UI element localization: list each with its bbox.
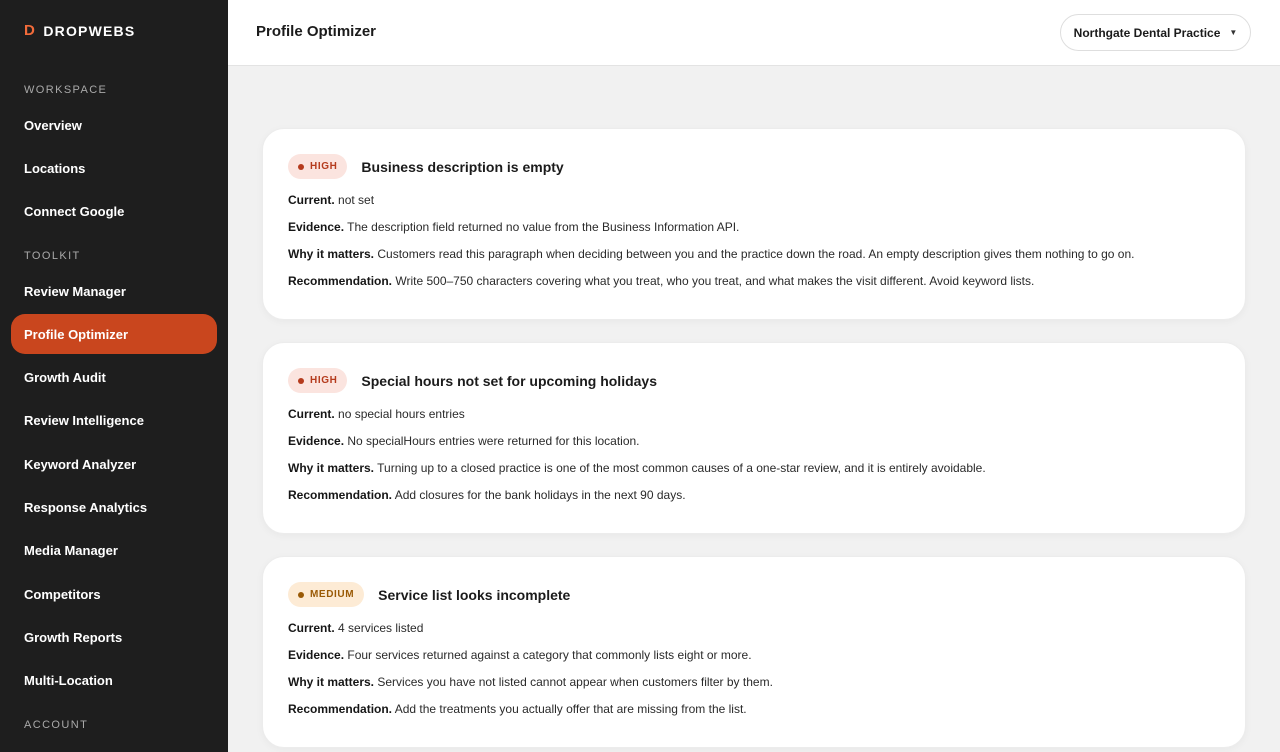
- evidence-label: Evidence.: [288, 434, 345, 448]
- recommendation-label: Recommendation.: [288, 702, 393, 716]
- severity-dot-icon: [298, 164, 304, 170]
- sidebar-item-review-intelligence[interactable]: Review Intelligence: [24, 412, 144, 428]
- evidence-value: Four services returned against a category that commonly lists eight or more.: [347, 648, 752, 662]
- sidebar-item-locations[interactable]: Locations: [24, 160, 86, 176]
- severity-label: HIGH: [310, 161, 338, 172]
- severity-label: HIGH: [310, 375, 338, 386]
- issue-title: Business description is empty: [361, 158, 564, 175]
- location-select[interactable]: [1060, 14, 1251, 51]
- issue-evidence: [288, 220, 1220, 235]
- why-label: Why it matters.: [288, 675, 375, 689]
- evidence-label: Evidence.: [288, 220, 345, 234]
- severity-badge: [288, 154, 347, 179]
- sidebar-item-overview[interactable]: Overview: [24, 117, 82, 133]
- issue-current: [288, 193, 1220, 208]
- issue-why: [288, 247, 1220, 262]
- brand-logo[interactable]: [24, 22, 135, 39]
- recommendation-value: Add the treatments you actually offer that are missing from the list.: [394, 702, 747, 716]
- caret-down-icon: ▼: [1229, 28, 1238, 37]
- recommendation-value: Write 500–750 characters covering what you treat, who you treat, and what makes the visit different. Avoid keyword lists.: [395, 274, 1035, 288]
- sidebar-item-growth-audit[interactable]: Growth Audit: [24, 369, 106, 385]
- current-label: Current.: [288, 407, 335, 421]
- section-label-account: ACCOUNT: [24, 719, 89, 731]
- why-label: Why it matters.: [288, 247, 375, 261]
- issue-recommendation: [288, 488, 1220, 503]
- location-select-value: Northgate Dental Practice: [1073, 25, 1221, 40]
- issue-recommendation: [288, 702, 1220, 717]
- recommendation-label: Recommendation.: [288, 488, 393, 502]
- sidebar-item-response-analytics[interactable]: Response Analytics: [24, 499, 148, 515]
- issue-current: [288, 407, 1220, 422]
- section-label-workspace: WORKSPACE: [24, 84, 108, 96]
- why-value: Services you have not listed cannot appear when customers filter by them.: [377, 675, 773, 689]
- brand-name: DROPWEBS: [43, 22, 136, 39]
- why-label: Why it matters.: [288, 461, 375, 475]
- issue-card: [262, 556, 1246, 748]
- severity-label: MEDIUM: [310, 589, 355, 600]
- why-value: Turning up to a closed practice is one of the most common causes of a one-star review, and it is entirely avoidable.: [377, 461, 986, 475]
- current-label: Current.: [288, 193, 335, 207]
- issue-card: [262, 342, 1246, 534]
- brand-mark-icon: D: [24, 22, 36, 39]
- sidebar-item-multi-location[interactable]: Multi-Location: [24, 672, 113, 688]
- sidebar-item-media-manager[interactable]: Media Manager: [24, 542, 118, 558]
- issue-evidence: [288, 434, 1220, 449]
- sidebar-item-connect-google[interactable]: Connect Google: [24, 203, 125, 219]
- severity-badge: [288, 582, 364, 607]
- sidebar-item-competitors[interactable]: Competitors: [24, 586, 101, 602]
- page-title: Profile Optimizer: [256, 23, 377, 40]
- issue-title: Service list looks incomplete: [378, 586, 571, 603]
- evidence-value: The description field returned no value from the Business Information API.: [347, 220, 740, 234]
- current-value: not set: [338, 193, 375, 207]
- issue-title: Special hours not set for upcoming holidays: [361, 372, 657, 389]
- evidence-value: No specialHours entries were returned for this location.: [347, 434, 640, 448]
- severity-dot-icon: [298, 378, 304, 384]
- current-value: no special hours entries: [338, 407, 465, 421]
- sidebar-item-review-manager[interactable]: Review Manager: [24, 283, 126, 299]
- top-bar: [228, 0, 1280, 66]
- issue-why: [288, 675, 1220, 690]
- why-value: Customers read this paragraph when deciding between you and the practice down the road. An empty description gives them nothing to go on.: [377, 247, 1135, 261]
- section-label-toolkit: TOOLKIT: [24, 250, 81, 262]
- sidebar-item-keyword-analyzer[interactable]: Keyword Analyzer: [24, 456, 137, 472]
- recommendation-value: Add closures for the bank holidays in the next 90 days.: [394, 488, 686, 502]
- sidebar: [0, 0, 228, 752]
- issue-evidence: [288, 648, 1220, 663]
- recommendation-label: Recommendation.: [288, 274, 393, 288]
- severity-badge: [288, 368, 347, 393]
- issue-current: [288, 621, 1220, 636]
- current-label: Current.: [288, 621, 335, 635]
- sidebar-item-growth-reports[interactable]: Growth Reports: [24, 629, 123, 645]
- evidence-label: Evidence.: [288, 648, 345, 662]
- current-value: 4 services listed: [338, 621, 424, 635]
- issue-card: [262, 128, 1246, 320]
- issue-recommendation: [288, 274, 1220, 289]
- issue-why: [288, 461, 1220, 476]
- severity-dot-icon: [298, 592, 304, 598]
- sidebar-item-profile-optimizer[interactable]: Profile Optimizer: [11, 314, 217, 354]
